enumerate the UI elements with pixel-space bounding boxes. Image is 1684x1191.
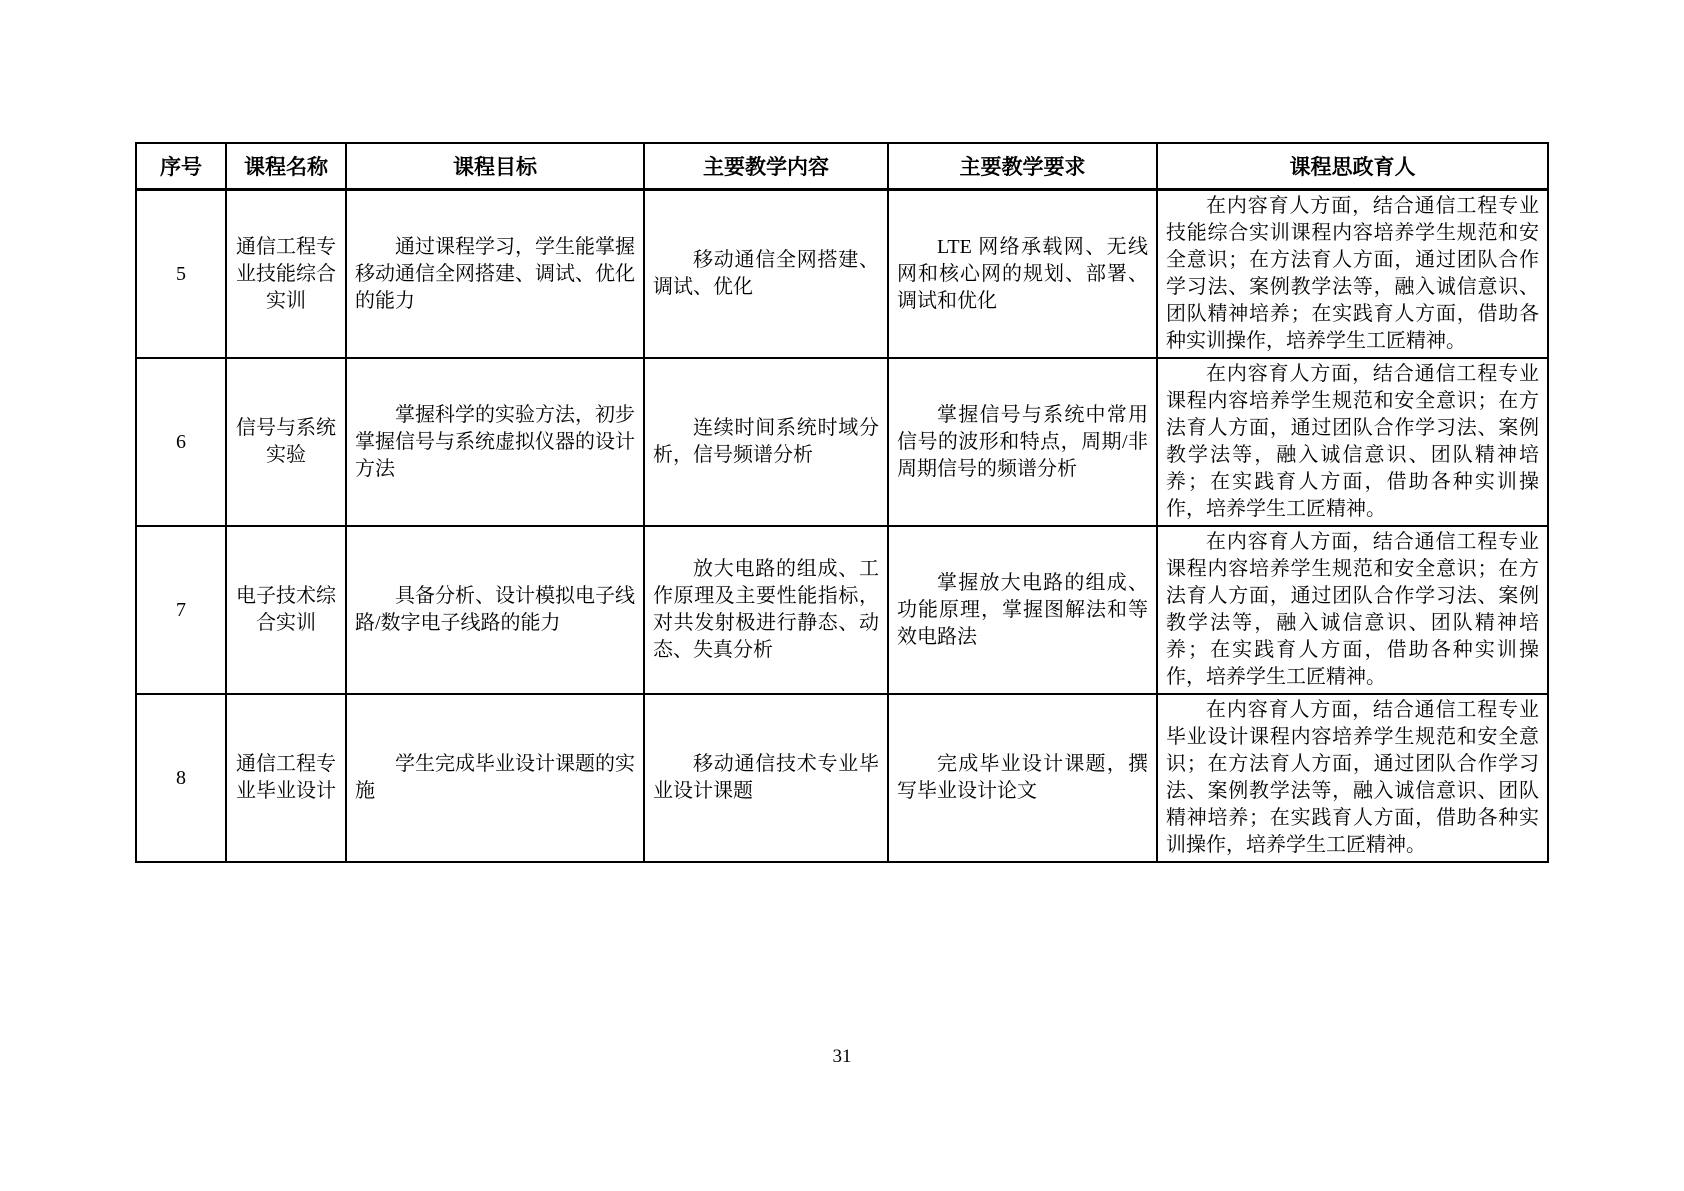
- cell-course-goal: 具备分析、设计模拟电子线路/数字电子线路的能力: [346, 526, 644, 694]
- cell-seq: 7: [136, 526, 226, 694]
- cell-course-name: 信号与系统实验: [226, 358, 346, 526]
- header-cell-teaching-req: 主要教学要求: [888, 143, 1157, 190]
- cell-teaching-req: 完成毕业设计课题，撰写毕业设计论文: [888, 694, 1157, 862]
- table-row: [136, 190, 1548, 359]
- cell-ideology: 在内容育人方面，结合通信工程专业毕业设计课程内容培养学生规范和安全意识；在方法育人方面，通过团队合作学习法、案例教学法等，融入诚信意识、团队精神培养；在实践育人方面，借助各种实训操作，培养学生工匠精神。: [1157, 694, 1548, 862]
- table-row: [136, 358, 1548, 526]
- cell-course-goal: 学生完成毕业设计课题的实施: [346, 694, 644, 862]
- cell-teaching-content: 连续时间系统时域分析，信号频谱分析: [644, 358, 888, 526]
- header-cell-course-name: 课程名称: [226, 143, 346, 190]
- cell-teaching-content: 放大电路的组成、工作原理及主要性能指标，对共发射极进行静态、动态、失真分析: [644, 526, 888, 694]
- table-header-row: [136, 143, 1548, 190]
- course-table: [135, 142, 1549, 863]
- cell-teaching-content: 移动通信技术专业毕业设计课题: [644, 694, 888, 862]
- cell-course-name: 通信工程专业毕业设计: [226, 694, 346, 862]
- header-cell-seq: 序号: [136, 143, 226, 190]
- cell-ideology: 在内容育人方面，结合通信工程专业技能综合实训课程内容培养学生规范和安全意识；在方法育人方面，通过团队合作学习法、案例教学法等，融入诚信意识、团队精神培养；在实践育人方面，借助各种实训操作，培养学生工匠精神。: [1157, 190, 1548, 359]
- cell-seq: 8: [136, 694, 226, 862]
- table-row: [136, 694, 1548, 862]
- cell-seq: 6: [136, 358, 226, 526]
- cell-ideology: 在内容育人方面，结合通信工程专业课程内容培养学生规范和安全意识；在方法育人方面，通过团队合作学习法、案例教学法等，融入诚信意识、团队精神培养；在实践育人方面，借助各种实训操作，培养学生工匠精神。: [1157, 526, 1548, 694]
- cell-teaching-req: LTE 网络承载网、无线网和核心网的规划、部署、调试和优化: [888, 190, 1157, 359]
- cell-teaching-content: 移动通信全网搭建、调试、优化: [644, 190, 888, 359]
- cell-ideology: 在内容育人方面，结合通信工程专业课程内容培养学生规范和安全意识；在方法育人方面，通过团队合作学习法、案例教学法等，融入诚信意识、团队精神培养；在实践育人方面，借助各种实训操作，培养学生工匠精神。: [1157, 358, 1548, 526]
- header-cell-ideology: 课程思政育人: [1157, 143, 1548, 190]
- cell-seq: 5: [136, 190, 226, 359]
- cell-teaching-req: 掌握信号与系统中常用信号的波形和特点，周期/非周期信号的频谱分析: [888, 358, 1157, 526]
- page-number: 31: [832, 1046, 852, 1067]
- cell-course-name: 电子技术综合实训: [226, 526, 346, 694]
- header-cell-teaching-content: 主要教学内容: [644, 143, 888, 190]
- header-cell-course-goal: 课程目标: [346, 143, 644, 190]
- cell-teaching-req: 掌握放大电路的组成、功能原理，掌握图解法和等效电路法: [888, 526, 1157, 694]
- table-row: [136, 526, 1548, 694]
- cell-course-goal: 通过课程学习，学生能掌握移动通信全网搭建、调试、优化的能力: [346, 190, 644, 359]
- cell-course-name: 通信工程专业技能综合实训: [226, 190, 346, 359]
- cell-course-goal: 掌握科学的实验方法，初步掌握信号与系统虚拟仪器的设计方法: [346, 358, 644, 526]
